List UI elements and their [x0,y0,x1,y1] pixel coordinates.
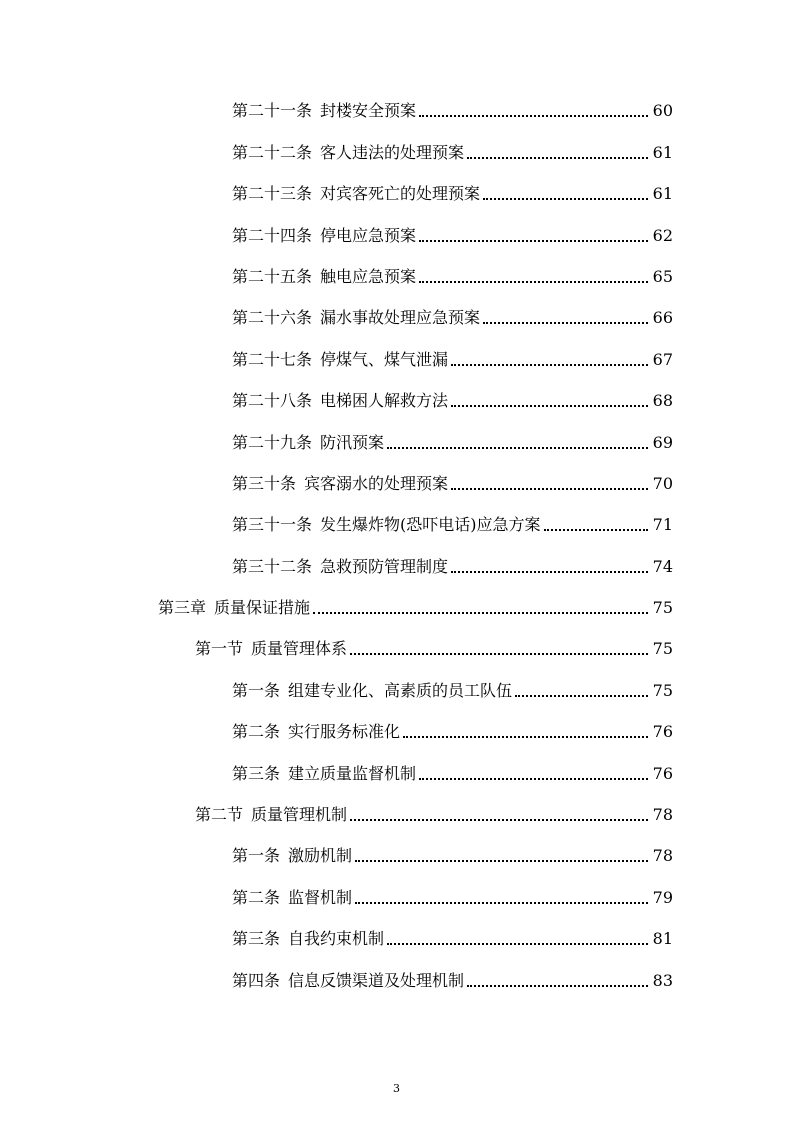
toc-entry-page: 78 [652,846,673,866]
toc-entry[interactable] [0,419,793,460]
toc-entry-title: 质量保证措施 [214,598,311,618]
dot-leader [419,778,648,780]
toc-entry-number: 第二十二条 [232,142,313,162]
toc-entry[interactable] [0,88,793,129]
toc-entry[interactable] [0,709,793,750]
dot-leader [483,322,648,324]
toc-entry[interactable] [0,502,793,543]
toc-entry-page: 67 [652,349,673,369]
toc-entry-number: 第三章 [158,598,207,618]
toc-entry-number: 第二十八条 [232,391,313,411]
toc-entry-title: 停电应急预案 [320,225,417,245]
toc-entry-title: 电梯困人解救方法 [320,391,449,411]
dot-leader [483,198,648,200]
toc-entry-number: 第三十二条 [232,556,313,576]
toc-entry-number: 第二十六条 [232,308,313,328]
table-of-contents [0,88,793,999]
toc-entry-title: 质量管理体系 [251,639,348,659]
toc-entry-page: 79 [652,887,673,907]
toc-entry-page: 68 [652,391,673,411]
toc-entry[interactable] [0,957,793,998]
dot-leader [419,240,648,242]
toc-entry-number: 第二十七条 [232,349,313,369]
toc-entry[interactable] [0,874,793,915]
dot-leader [451,405,648,407]
toc-entry[interactable] [0,833,793,874]
toc-entry-page: 74 [652,556,673,576]
toc-entry-page: 75 [652,680,673,700]
dot-leader [355,902,648,904]
toc-entry-page: 66 [652,308,673,328]
toc-entry-title: 触电应急预案 [320,266,417,286]
toc-entry[interactable] [0,336,793,377]
toc-entry-chapter[interactable] [0,585,793,626]
toc-entry-page: 69 [652,432,673,452]
dot-leader [419,115,648,117]
toc-entry-title: 实行服务标准化 [288,722,401,742]
toc-entry-number: 第二条 [232,887,281,907]
toc-entry-title: 对宾客死亡的处理预案 [320,184,481,204]
toc-entry-title: 急救预防管理制度 [320,556,449,576]
toc-entry-page: 70 [652,473,673,493]
toc-entry-number: 第三十一条 [232,515,313,535]
toc-entry-number: 第二节 [195,805,244,825]
dot-leader [419,281,648,283]
toc-entry[interactable] [0,378,793,419]
toc-entry-number: 第一条 [232,846,281,866]
dot-leader [403,736,648,738]
toc-entry[interactable] [0,212,793,253]
page-number: 3 [393,1082,400,1095]
toc-entry-number: 第三条 [232,763,281,783]
toc-entry[interactable] [0,129,793,170]
toc-entry-number: 第三条 [232,929,281,949]
toc-entry-page: 78 [652,805,673,825]
toc-entry-number: 第二十九条 [232,432,313,452]
toc-entry-section[interactable] [0,792,793,833]
dot-leader [544,529,648,531]
toc-entry-title: 漏水事故处理应急预案 [320,308,481,328]
dot-leader [451,364,648,366]
toc-entry[interactable] [0,461,793,502]
toc-entry-page: 81 [652,929,673,949]
dot-leader [451,571,648,573]
toc-entry-title: 监督机制 [288,887,353,907]
toc-entry-number: 第一节 [195,639,244,659]
toc-entry-page: 76 [652,722,673,742]
dot-leader [355,860,648,862]
toc-entry[interactable] [0,295,793,336]
toc-entry-title: 建立质量监督机制 [288,763,417,783]
toc-entry-page: 75 [652,598,673,618]
toc-entry-title: 信息反馈渠道及处理机制 [288,970,465,990]
toc-entry[interactable] [0,171,793,212]
toc-entry-title: 激励机制 [288,846,353,866]
toc-entry-title: 自我约束机制 [288,929,385,949]
toc-entry-number: 第二十三条 [232,184,313,204]
toc-entry-title: 客人违法的处理预案 [320,142,465,162]
dot-leader [467,157,648,159]
toc-entry[interactable] [0,543,793,584]
toc-entry-page: 75 [652,639,673,659]
dot-leader [515,695,648,697]
dot-leader [387,447,648,449]
toc-entry-page: 76 [652,763,673,783]
dot-leader [387,943,648,945]
toc-entry-number: 第二十一条 [232,101,313,121]
toc-entry-title: 组建专业化、高素质的员工队伍 [288,680,513,700]
dot-leader [350,653,648,655]
toc-entry[interactable] [0,916,793,957]
toc-entry-number: 第三十条 [232,473,297,493]
toc-entry-page: 61 [652,184,673,204]
toc-entry-page: 61 [652,142,673,162]
toc-entry-page: 65 [652,266,673,286]
dot-leader [350,819,648,821]
toc-entry-page: 83 [652,970,673,990]
toc-entry-page: 71 [652,515,673,535]
dot-leader [451,488,648,490]
toc-entry-number: 第一条 [232,680,281,700]
toc-entry-number: 第二十五条 [232,266,313,286]
dot-leader [313,612,648,614]
toc-entry[interactable] [0,667,793,708]
toc-entry-number: 第二十四条 [232,225,313,245]
toc-entry-page: 60 [652,101,673,121]
toc-entry-title: 封楼安全预案 [320,101,417,121]
toc-entry-number: 第四条 [232,970,281,990]
toc-entry-section[interactable] [0,626,793,667]
toc-entry[interactable] [0,254,793,295]
toc-entry-title: 发生爆炸物(恐吓电话)应急方案 [320,515,541,535]
toc-entry[interactable] [0,750,793,791]
dot-leader [467,985,648,987]
toc-entry-title: 防汛预案 [320,432,385,452]
toc-entry-number: 第二条 [232,722,281,742]
toc-entry-title: 宾客溺水的处理预案 [304,473,449,493]
toc-entry-page: 62 [652,225,673,245]
toc-entry-title: 质量管理机制 [251,805,348,825]
toc-entry-title: 停煤气、煤气泄漏 [320,349,449,369]
